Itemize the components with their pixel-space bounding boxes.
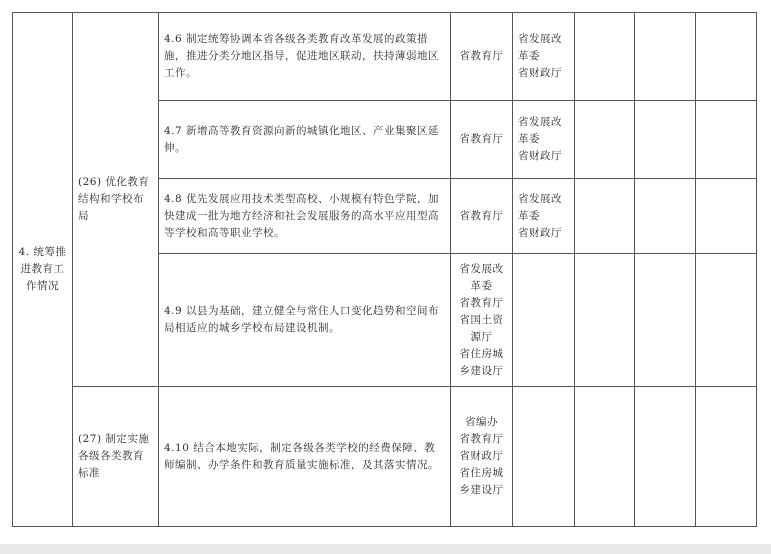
cooperate-dept [513, 387, 575, 527]
task-content: 4.8 优先发展应用技术类型高校、小规模有特色学院，加快建成一批为地方经济和社会发展服务的高水平应用型高等学校和高等职业学校。 [159, 179, 451, 254]
cooperate-dept: 省发展改革委 省财政厅 [513, 179, 575, 254]
page-bottom-edge [0, 544, 771, 554]
item-label: (27) 制定实施各级各类教育标准 [73, 387, 159, 527]
empty-cell [575, 254, 635, 387]
empty-cell [575, 179, 635, 254]
empty-cell [575, 387, 635, 527]
lead-dept: 省教育厅 [451, 179, 513, 254]
empty-cell [635, 254, 696, 387]
empty-cell [696, 101, 757, 179]
table-row [13, 387, 757, 527]
lead-dept: 省发展改革委 省教育厅 省国土资源厅 省住房城乡建设厅 [451, 254, 513, 387]
lead-dept: 省编办 省教育厅 省财政厅 省住房城乡建设厅 [451, 387, 513, 527]
lead-dept: 省教育厅 [451, 101, 513, 179]
item-label: (26) 优化教育结构和学校布局 [73, 13, 159, 387]
task-content: 4.9 以县为基础，建立健全与常住人口变化趋势和空间布局相适应的城乡学校布局建设机制。 [159, 254, 451, 387]
empty-cell [635, 179, 696, 254]
empty-cell [635, 13, 696, 101]
task-table [12, 12, 757, 527]
empty-cell [575, 101, 635, 179]
task-content: 4.6 制定统筹协调本省各级各类教育改革发展的政策措施，推进分类分地区指导，促进地区联动，扶持薄弱地区工作。 [159, 13, 451, 101]
empty-cell [635, 387, 696, 527]
empty-cell [635, 101, 696, 179]
cooperate-dept: 省发展改革委 省财政厅 [513, 101, 575, 179]
cooperate-dept: 省发展改革委 省财政厅 [513, 13, 575, 101]
section-label: 4. 统筹推进教育工作情况 [13, 13, 73, 527]
empty-cell [575, 13, 635, 101]
table-row [13, 13, 757, 101]
empty-cell [696, 387, 757, 527]
cooperate-dept [513, 254, 575, 387]
task-content: 4.10 结合本地实际，制定各级各类学校的经费保障、教师编制、办学条件和教育质量实施标准，及其落实情况。 [159, 387, 451, 527]
empty-cell [696, 13, 757, 101]
lead-dept: 省教育厅 [451, 13, 513, 101]
empty-cell [696, 179, 757, 254]
empty-cell [696, 254, 757, 387]
task-content: 4.7 新增高等教育资源向新的城镇化地区、产业集聚区延伸。 [159, 101, 451, 179]
